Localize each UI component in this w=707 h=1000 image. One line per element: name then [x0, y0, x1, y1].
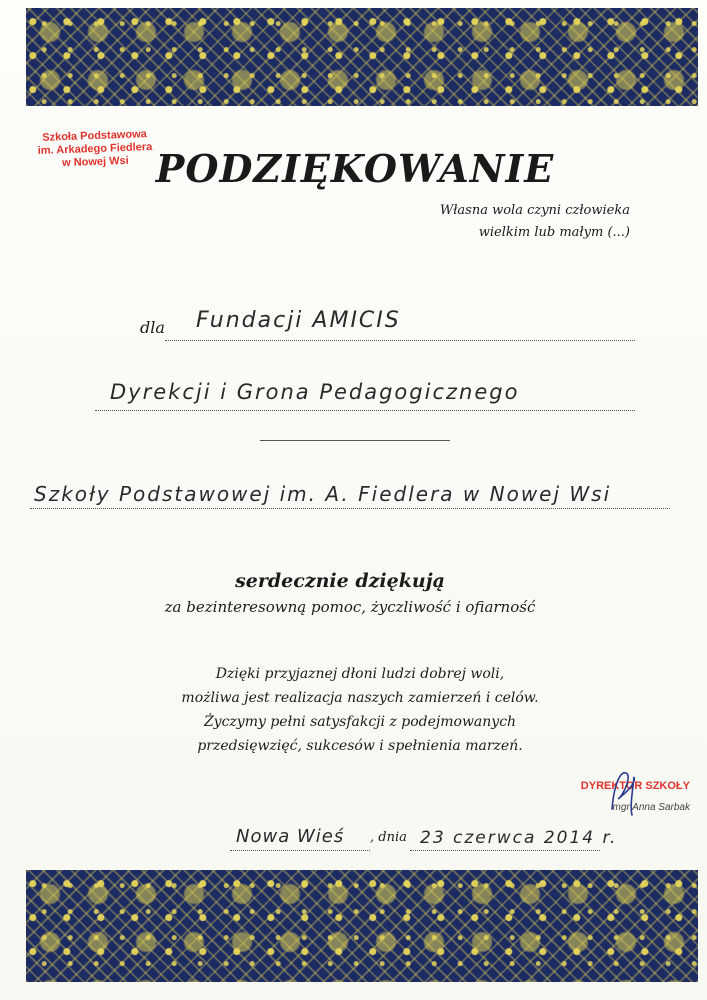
thanks-reason: za bezinteresowną pomoc, życzliwość i ofiarność [164, 598, 536, 616]
message-line4: przedsięwzięć, sukcesów i spełnienia marzeń. [197, 738, 523, 754]
recipient-line2: Dyrekcji i Grona Pedagogicznego [110, 380, 520, 404]
handwritten-signature [606, 765, 640, 817]
thanks-heading: serdecznie dziękują [235, 570, 445, 592]
motto-line1: Własna wola czyni człowieka [439, 203, 630, 218]
divider-line [260, 440, 450, 441]
message-line1: Dzięki przyjaznej dłoni ludzi dobrej woli, [215, 666, 505, 682]
date-value: 23 czerwca 2014 r. [420, 828, 618, 848]
school-stamp-line3: w Nowej Wsi [61, 154, 129, 170]
ornamental-border-bottom [26, 870, 698, 982]
recipient-line1: Fundacji AMICIS [196, 308, 401, 333]
page-title: PODZIĘKOWANIE [155, 146, 555, 191]
recipient-label: dla [140, 318, 165, 337]
dotted-line [410, 850, 600, 851]
place-name: Nowa Wieś [236, 826, 345, 847]
date-label: , dnia [370, 830, 407, 845]
director-title: DYREKTOR SZKOŁY [580, 780, 690, 792]
ornamental-border-top [26, 8, 698, 106]
dotted-line [165, 340, 635, 341]
message-block [90, 662, 630, 758]
school-stamp-line2: im. Arkadego Fiedlera [37, 141, 153, 157]
dotted-line [230, 850, 370, 851]
motto [380, 200, 630, 244]
school-stamp-line1: Szkoła Podstawowa [42, 128, 147, 144]
message-line3: Życzymy pełni satysfakcji z podejmowanych [203, 714, 517, 730]
dotted-line [30, 508, 670, 509]
recipient-line3: Szkoły Podstawowej im. A. Fiedlera w Nowej Wsi [34, 482, 612, 506]
motto-line2: wielkim lub małym (...) [478, 225, 630, 240]
dotted-line [95, 410, 635, 411]
message-line2: możliwa jest realizacja naszych zamierzeń i celów. [181, 690, 539, 706]
director-name: mgr Anna Sarbak [612, 802, 690, 813]
